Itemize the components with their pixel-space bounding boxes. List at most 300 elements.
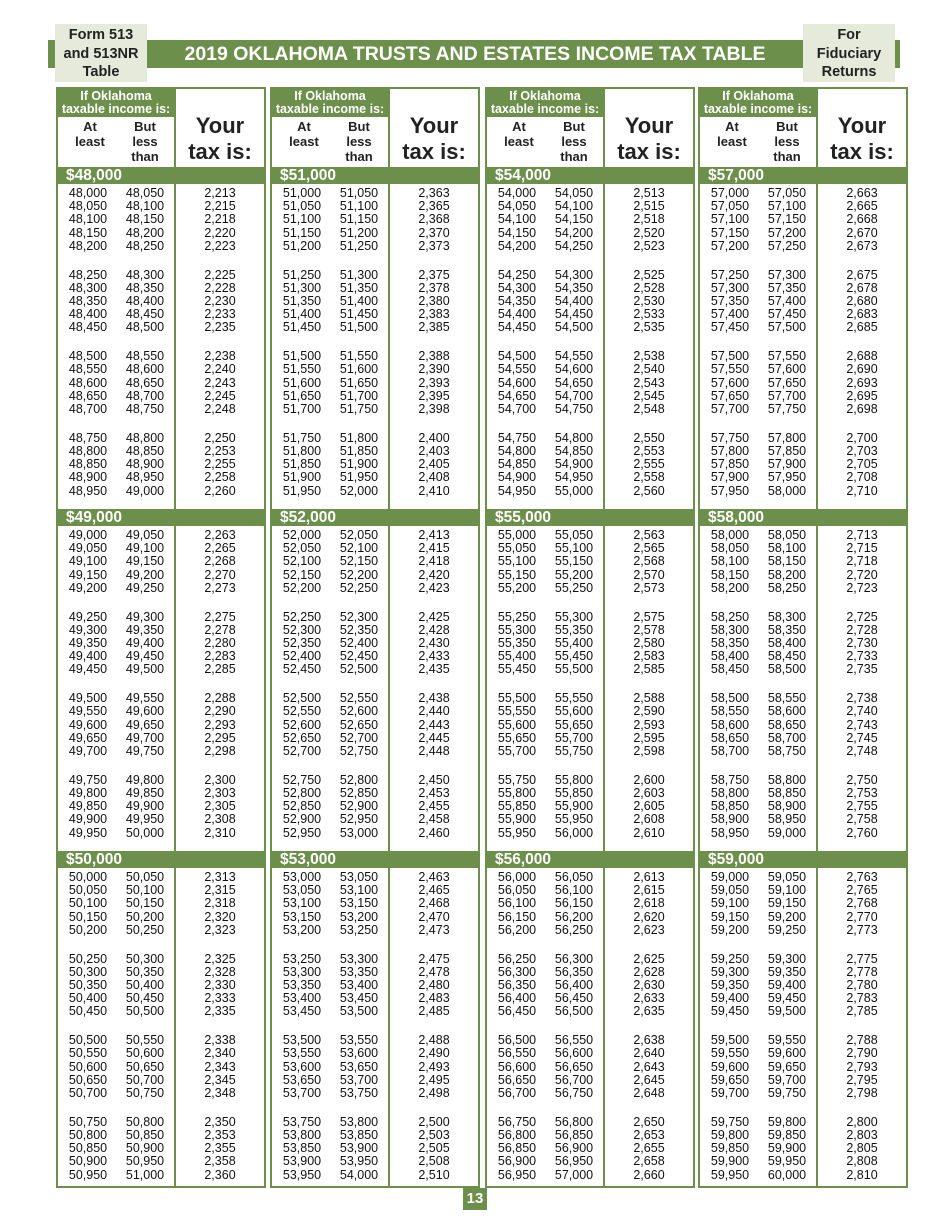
oklahoma-income-line: If Oklahoma <box>722 89 794 103</box>
bracket-rows <box>58 187 264 513</box>
at-least-cell: 51,750 <box>282 430 322 445</box>
but-less-than-cell: 58,100 <box>767 541 807 556</box>
at-least-cell: 58,350 <box>710 635 750 650</box>
table-row <box>487 363 693 376</box>
tax-table-column <box>56 87 266 1188</box>
at-least-header-line: At <box>725 119 739 134</box>
your-tax-header-line: Your <box>409 113 459 138</box>
your-tax-cell: 2,230 <box>204 293 236 308</box>
fiduciary-label-line: For <box>837 27 861 43</box>
your-tax-header-line: tax is: <box>402 139 466 164</box>
your-tax-cell: 2,580 <box>633 635 665 650</box>
table-row <box>700 390 906 403</box>
but-less-than-cell: 57,350 <box>767 280 807 295</box>
but-less-than-cell: 56,000 <box>554 825 594 840</box>
at-least-cell: 53,900 <box>282 1154 322 1169</box>
but-less-than-cell: 48,150 <box>125 212 165 227</box>
at-least-cell: 50,600 <box>68 1059 108 1074</box>
table-row <box>58 377 264 390</box>
but-less-than-cell: 52,200 <box>339 567 379 582</box>
row-group <box>487 187 693 269</box>
at-least-cell: 51,250 <box>282 267 322 282</box>
at-least-cell: 53,450 <box>282 1004 322 1019</box>
at-least-cell: 56,050 <box>497 883 537 898</box>
at-least-cell: 55,350 <box>497 635 537 650</box>
your-tax-cell: 2,325 <box>204 951 236 966</box>
but-less-than-header-line: But <box>776 119 798 134</box>
your-tax-cell: 2,723 <box>846 580 878 595</box>
your-tax-cell: 2,390 <box>418 362 450 377</box>
but-less-than-cell: 48,850 <box>125 443 165 458</box>
table-row <box>272 732 478 745</box>
but-less-than-cell: 51,500 <box>339 320 379 335</box>
at-least-cell: 59,950 <box>710 1167 750 1182</box>
your-tax-cell: 2,310 <box>204 825 236 840</box>
at-least-cell: 57,900 <box>710 470 750 485</box>
your-tax-cell: 2,383 <box>418 307 450 322</box>
table-row <box>487 471 693 484</box>
income-bracket-label: $48,000 <box>66 167 123 184</box>
but-less-than-cell: 51,750 <box>339 401 379 416</box>
income-bracket-band <box>272 851 478 868</box>
but-less-than-cell: 48,450 <box>125 307 165 322</box>
your-tax-cell: 2,268 <box>204 554 236 569</box>
your-tax-cell: 2,760 <box>846 825 878 840</box>
your-tax-cell: 2,550 <box>633 430 665 445</box>
your-tax-cell: 2,265 <box>204 541 236 556</box>
but-less-than-cell: 53,500 <box>339 1004 379 1019</box>
but-less-than-cell: 50,350 <box>125 964 165 979</box>
but-less-than-cell: 50,600 <box>125 1046 165 1061</box>
but-less-than-cell: 52,600 <box>339 704 379 719</box>
table-row <box>700 213 906 226</box>
at-least-cell: 52,550 <box>282 704 322 719</box>
your-tax-cell: 2,583 <box>633 649 665 664</box>
your-tax-cell: 2,293 <box>204 717 236 732</box>
at-least-cell: 55,900 <box>497 812 537 827</box>
but-less-than-cell: 49,550 <box>125 691 165 706</box>
at-least-cell: 55,850 <box>497 799 537 814</box>
your-tax-cell: 2,235 <box>204 320 236 335</box>
table-row <box>58 403 264 416</box>
row-group <box>487 871 693 953</box>
at-least-cell: 57,950 <box>710 483 750 498</box>
but-less-than-cell: 59,900 <box>767 1141 807 1156</box>
but-less-than-cell: 58,750 <box>767 743 807 758</box>
but-less-than-cell: 52,500 <box>339 662 379 677</box>
table-row <box>700 732 906 745</box>
row-group <box>700 187 906 269</box>
table-row <box>58 471 264 484</box>
your-tax-cell: 2,238 <box>204 349 236 364</box>
row-group <box>700 1116 906 1198</box>
but-less-than-cell: 51,450 <box>339 307 379 322</box>
at-least-cell: 50,950 <box>68 1167 108 1182</box>
table-row <box>700 269 906 282</box>
but-less-than-cell: 52,250 <box>339 580 379 595</box>
at-least-cell: 52,800 <box>282 785 322 800</box>
your-tax-cell: 2,448 <box>418 743 450 758</box>
at-least-cell: 53,800 <box>282 1127 322 1142</box>
table-row <box>58 555 264 568</box>
table-row <box>272 953 478 966</box>
but-less-than-cell: 51,400 <box>339 293 379 308</box>
bracket-rows <box>700 871 906 1197</box>
at-least-header <box>276 119 332 149</box>
at-least-cell: 52,450 <box>282 662 322 677</box>
but-less-than-cell: 48,900 <box>125 457 165 472</box>
your-tax-cell: 2,623 <box>633 922 665 937</box>
at-least-cell: 51,050 <box>282 199 322 214</box>
your-tax-cell: 2,555 <box>633 457 665 472</box>
your-tax-cell: 2,570 <box>633 567 665 582</box>
but-less-than-cell: 57,100 <box>767 199 807 214</box>
but-less-than-cell: 55,650 <box>554 717 594 732</box>
your-tax-cell: 2,375 <box>418 267 450 282</box>
at-least-cell: 48,500 <box>68 349 108 364</box>
table-row <box>700 1005 906 1018</box>
but-less-than-cell: 54,850 <box>554 443 594 458</box>
but-less-than-cell: 52,700 <box>339 730 379 745</box>
but-less-than-cell: 55,050 <box>554 528 594 542</box>
at-least-cell: 52,500 <box>282 691 322 706</box>
your-tax-cell: 2,335 <box>204 1004 236 1019</box>
table-row <box>58 719 264 732</box>
table-row <box>272 269 478 282</box>
row-group <box>272 529 478 611</box>
your-tax-cell: 2,220 <box>204 225 236 240</box>
but-less-than-cell: 50,450 <box>125 991 165 1006</box>
form-label-line: Table <box>82 64 120 80</box>
but-less-than-cell: 54,550 <box>554 349 594 364</box>
but-less-than-cell: 48,100 <box>125 199 165 214</box>
row-group <box>700 953 906 1035</box>
form-label-line: and 513NR <box>63 45 139 62</box>
row-group <box>272 611 478 693</box>
your-tax-cell: 2,308 <box>204 812 236 827</box>
but-less-than-cell: 55,250 <box>554 580 594 595</box>
at-least-cell: 48,350 <box>68 293 108 308</box>
row-group <box>58 611 264 693</box>
income-bracket-label: $51,000 <box>280 167 337 184</box>
page-title: 2019 OKLAHOMA TRUSTS AND ESTATES INCOME TAX TABLE <box>184 43 766 65</box>
but-less-than-cell: 57,450 <box>767 307 807 322</box>
table-row <box>58 390 264 403</box>
your-tax-cell: 2,355 <box>204 1141 236 1156</box>
but-less-than-cell: 49,600 <box>125 704 165 719</box>
income-bracket-band <box>700 851 906 868</box>
at-least-cell: 56,250 <box>497 951 537 966</box>
at-least-cell: 50,900 <box>68 1154 108 1169</box>
income-bracket-band <box>272 167 478 184</box>
table-row <box>272 240 478 253</box>
but-less-than-cell: 57,850 <box>767 443 807 458</box>
row-group <box>700 350 906 432</box>
your-tax-cell: 2,523 <box>633 238 665 253</box>
at-least-cell: 53,250 <box>282 951 322 966</box>
at-least-cell: 55,950 <box>497 825 537 840</box>
your-tax-cell: 2,378 <box>418 280 450 295</box>
at-least-cell: 50,200 <box>68 922 108 937</box>
income-bracket-band <box>58 851 264 868</box>
at-least-cell: 50,250 <box>68 951 108 966</box>
at-least-cell: 57,450 <box>710 320 750 335</box>
but-less-than-cell: 57,900 <box>767 457 807 472</box>
but-less-than-cell: 56,050 <box>554 870 594 884</box>
table-row <box>487 555 693 568</box>
your-tax-cell: 2,603 <box>633 785 665 800</box>
but-less-than-cell: 54,800 <box>554 430 594 445</box>
your-tax-cell: 2,480 <box>418 977 450 992</box>
table-row <box>487 569 693 582</box>
your-tax-cell: 2,725 <box>846 609 878 624</box>
at-least-cell: 58,250 <box>710 609 750 624</box>
your-tax-cell: 2,473 <box>418 922 450 937</box>
at-least-cell: 53,050 <box>282 883 322 898</box>
at-least-cell: 55,600 <box>497 717 537 732</box>
your-tax-cell: 2,788 <box>846 1033 878 1048</box>
table-row <box>700 321 906 334</box>
table-row <box>272 924 478 937</box>
your-tax-cell: 2,560 <box>633 483 665 498</box>
your-tax-cell: 2,700 <box>846 430 878 445</box>
oklahoma-income-line: If Oklahoma <box>80 89 152 103</box>
your-tax-cell: 2,333 <box>204 991 236 1006</box>
your-tax-cell: 2,735 <box>846 662 878 677</box>
your-tax-cell: 2,638 <box>633 1033 665 1048</box>
but-less-than-cell: 57,150 <box>767 212 807 227</box>
at-least-cell: 52,100 <box>282 554 322 569</box>
but-less-than-cell: 48,800 <box>125 430 165 445</box>
table-row <box>58 227 264 240</box>
table-row <box>272 1061 478 1074</box>
but-less-than-cell: 51,200 <box>339 225 379 240</box>
your-tax-cell: 2,493 <box>418 1059 450 1074</box>
at-least-cell: 51,300 <box>282 280 322 295</box>
at-least-cell: 56,200 <box>497 922 537 937</box>
at-least-cell: 56,900 <box>497 1154 537 1169</box>
at-least-cell: 52,950 <box>282 825 322 840</box>
at-least-cell: 58,600 <box>710 717 750 732</box>
but-less-than-cell: 57,400 <box>767 293 807 308</box>
table-row <box>700 813 906 826</box>
your-tax-cell: 2,575 <box>633 609 665 624</box>
but-less-than-cell: 48,500 <box>125 320 165 335</box>
at-least-cell: 58,150 <box>710 567 750 582</box>
your-tax-cell: 2,438 <box>418 691 450 706</box>
your-tax-cell: 2,540 <box>633 362 665 377</box>
at-least-cell: 56,750 <box>497 1114 537 1129</box>
income-bracket-band <box>487 851 693 868</box>
table-row <box>487 663 693 676</box>
at-least-cell: 48,150 <box>68 225 108 240</box>
your-tax-cell: 2,663 <box>846 186 878 200</box>
but-less-than-cell: 58,000 <box>767 483 807 498</box>
table-row <box>272 471 478 484</box>
at-least-cell: 50,350 <box>68 977 108 992</box>
your-tax-cell: 2,695 <box>846 388 878 403</box>
but-less-than-header-line: less <box>561 134 587 149</box>
at-least-cell: 53,550 <box>282 1046 322 1061</box>
at-least-cell: 51,450 <box>282 320 322 335</box>
your-tax-cell: 2,585 <box>633 662 665 677</box>
row-group <box>700 611 906 693</box>
but-less-than-cell: 48,050 <box>125 186 165 200</box>
your-tax-cell: 2,655 <box>633 1141 665 1156</box>
but-less-than-cell: 58,650 <box>767 717 807 732</box>
at-least-cell: 53,350 <box>282 977 322 992</box>
but-less-than-cell: 50,050 <box>125 870 165 884</box>
at-least-cell: 50,000 <box>68 870 108 884</box>
row-group <box>272 432 478 514</box>
but-less-than-cell: 57,550 <box>767 349 807 364</box>
but-less-than-cell: 49,750 <box>125 743 165 758</box>
but-less-than-cell: 53,550 <box>339 1033 379 1048</box>
at-least-cell: 55,650 <box>497 730 537 745</box>
your-tax-cell: 2,615 <box>633 883 665 898</box>
your-tax-cell: 2,808 <box>846 1154 878 1169</box>
table-row <box>700 432 906 445</box>
your-tax-cell: 2,505 <box>418 1141 450 1156</box>
table-row <box>487 911 693 924</box>
at-least-cell: 54,800 <box>497 443 537 458</box>
your-tax-cell: 2,405 <box>418 457 450 472</box>
row-group <box>58 953 264 1035</box>
income-bracket-label: $58,000 <box>708 509 765 526</box>
but-less-than-cell: 57,300 <box>767 267 807 282</box>
your-tax-cell: 2,370 <box>418 225 450 240</box>
at-least-cell: 59,350 <box>710 977 750 992</box>
but-less-than-cell: 57,250 <box>767 238 807 253</box>
your-tax-cell: 2,800 <box>846 1114 878 1129</box>
but-less-than-cell: 50,650 <box>125 1059 165 1074</box>
your-tax-cell: 2,673 <box>846 238 878 253</box>
your-tax-cell: 2,213 <box>204 186 236 200</box>
your-tax-cell: 2,398 <box>418 401 450 416</box>
at-least-cell: 59,800 <box>710 1127 750 1142</box>
your-tax-cell: 2,470 <box>418 909 450 924</box>
at-least-cell: 49,950 <box>68 825 108 840</box>
table-row <box>58 269 264 282</box>
your-tax-cell: 2,648 <box>633 1085 665 1100</box>
your-tax-cell: 2,373 <box>418 238 450 253</box>
at-least-cell: 51,400 <box>282 307 322 322</box>
your-tax-cell: 2,500 <box>418 1114 450 1129</box>
but-less-than-header <box>116 119 174 164</box>
your-tax-header-line: Your <box>837 113 887 138</box>
your-tax-cell: 2,485 <box>418 1004 450 1019</box>
at-least-cell: 48,800 <box>68 443 108 458</box>
table-row <box>272 719 478 732</box>
but-less-than-header-line: less <box>132 134 158 149</box>
but-less-than-header-line: than <box>560 149 588 164</box>
table-row <box>700 403 906 416</box>
table-row <box>272 582 478 595</box>
but-less-than-cell: 51,350 <box>339 280 379 295</box>
your-tax-cell: 2,243 <box>204 375 236 390</box>
but-less-than-cell: 52,350 <box>339 622 379 637</box>
at-least-cell: 55,750 <box>497 772 537 787</box>
your-tax-cell: 2,368 <box>418 212 450 227</box>
at-least-cell: 53,100 <box>282 896 322 911</box>
income-bracket-label: $56,000 <box>495 851 552 868</box>
at-least-cell: 51,900 <box>282 470 322 485</box>
your-tax-cell: 2,705 <box>846 457 878 472</box>
table-row <box>487 732 693 745</box>
but-less-than-cell: 59,600 <box>767 1046 807 1061</box>
table-row <box>58 745 264 758</box>
at-least-cell: 57,500 <box>710 349 750 364</box>
but-less-than-cell: 56,550 <box>554 1033 594 1048</box>
but-less-than-cell: 53,300 <box>339 951 379 966</box>
your-tax-cell: 2,645 <box>633 1072 665 1087</box>
but-less-than-cell: 58,550 <box>767 691 807 706</box>
but-less-than-cell: 55,150 <box>554 554 594 569</box>
your-tax-cell: 2,703 <box>846 443 878 458</box>
but-less-than-cell: 56,150 <box>554 896 594 911</box>
at-least-cell: 51,650 <box>282 388 322 403</box>
but-less-than-cell: 53,750 <box>339 1085 379 1100</box>
your-tax-cell: 2,260 <box>204 483 236 498</box>
but-less-than-cell: 49,900 <box>125 799 165 814</box>
table-row <box>272 403 478 416</box>
at-least-cell: 53,950 <box>282 1167 322 1182</box>
but-less-than-cell: 58,400 <box>767 635 807 650</box>
your-tax-cell: 2,738 <box>846 691 878 706</box>
your-tax-cell: 2,295 <box>204 730 236 745</box>
your-tax-cell: 2,780 <box>846 977 878 992</box>
table-row <box>487 240 693 253</box>
your-tax-cell: 2,758 <box>846 812 878 827</box>
but-less-than-cell: 57,050 <box>767 186 807 200</box>
bracket-rows <box>58 871 264 1197</box>
your-tax-cell: 2,625 <box>633 951 665 966</box>
at-least-cell: 53,200 <box>282 922 322 937</box>
table-row <box>700 663 906 676</box>
your-tax-cell: 2,280 <box>204 635 236 650</box>
table-row <box>58 966 264 979</box>
your-tax-cell: 2,385 <box>418 320 450 335</box>
at-least-cell: 50,050 <box>68 883 108 898</box>
but-less-than-header-line: But <box>563 119 585 134</box>
at-least-cell: 54,950 <box>497 483 537 498</box>
at-least-cell: 58,750 <box>710 772 750 787</box>
your-tax-cell: 2,653 <box>633 1127 665 1142</box>
your-tax-cell: 2,258 <box>204 470 236 485</box>
table-row <box>700 624 906 637</box>
at-least-cell: 59,900 <box>710 1154 750 1169</box>
your-tax-header <box>818 113 906 165</box>
but-less-than-cell: 56,200 <box>554 909 594 924</box>
at-least-cell: 48,550 <box>68 362 108 377</box>
at-least-cell: 53,650 <box>282 1072 322 1087</box>
at-least-cell: 54,650 <box>497 388 537 403</box>
table-row <box>700 1169 906 1182</box>
table-row <box>487 745 693 758</box>
at-least-cell: 59,850 <box>710 1141 750 1156</box>
your-tax-cell: 2,303 <box>204 785 236 800</box>
your-tax-header <box>176 113 264 165</box>
your-tax-cell: 2,420 <box>418 567 450 582</box>
your-tax-cell: 2,608 <box>633 812 665 827</box>
at-least-header-line: At <box>512 119 526 134</box>
at-least-cell: 50,500 <box>68 1033 108 1048</box>
but-less-than-cell: 58,150 <box>767 554 807 569</box>
but-less-than-cell: 53,000 <box>339 825 379 840</box>
at-least-cell: 56,500 <box>497 1033 537 1048</box>
row-group <box>58 432 264 514</box>
but-less-than-cell: 54,200 <box>554 225 594 240</box>
